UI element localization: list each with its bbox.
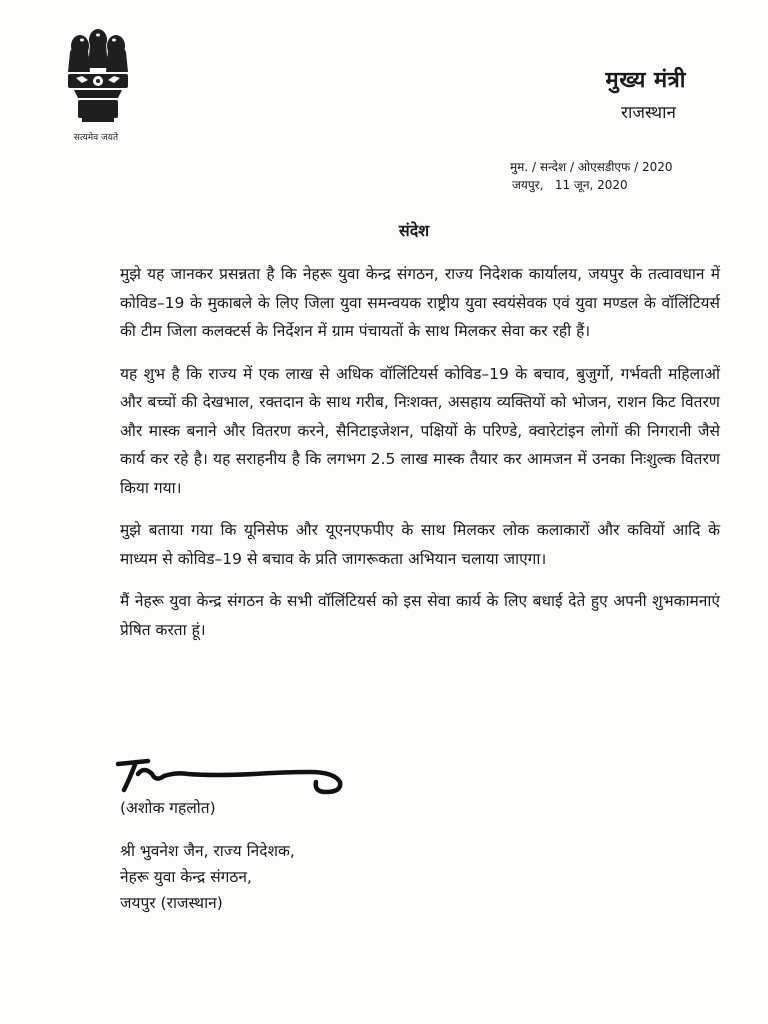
place-date: जयपुर, 11 जून, 2020 <box>512 178 628 192</box>
letter-heading: संदेश <box>398 221 430 240</box>
ashoka-lion-capital-emblem-icon <box>60 22 136 134</box>
recipient-line-2: नेहरू युवा केन्द्र संगठन, <box>120 868 252 886</box>
recipient-line-3: जयपुर (राजस्थान) <box>120 894 223 912</box>
designation-state: राजस्थान <box>621 103 676 123</box>
recipient-line-1: श्री भुवनेश जैन, राज्य निदेशक, <box>120 842 295 860</box>
signatory-name: (अशोक गहलोत) <box>120 799 216 817</box>
reference-number: मुम. / सन्देश / ओएसडीएफ / 2020 <box>510 160 673 174</box>
recipient-address <box>120 838 295 916</box>
paragraph-1: मुझे यह जानकर प्रसन्नता है कि नेहरू युवा केन्द्र संगठन, राज्य निदेशक कार्यालय, जयपुर के तत्वावधान में कोविड–19 के मुकाबले के लिए जिला युवा समन्वयक राष्ट्रीय युवा स्वयंसेवक एवं युवा मण्डल के वॉलिंटियर्स की टीम जिला कलक्टर्स के निर्देशन में ग्राम पंचायतों के साथ मिलकर सेवा कर रही हैं। <box>120 265 720 340</box>
letterhead-designation <box>606 64 686 123</box>
paragraph-4: मैं नेहरू युवा केन्द्र संगठन के सभी वॉलिंटियर्स को इस सेवा कार्य के लिए बधाई देते हुए अपनी शुभकामनाएं प्रेषित करता हूं। <box>120 592 720 639</box>
letter-body <box>120 260 720 658</box>
handwritten-signature-icon <box>114 752 354 802</box>
national-motto: सत्यमेव जयते <box>73 133 119 143</box>
paragraph-2: यह शुभ है कि राज्य में एक लाख से अधिक वॉलिंटियर्स कोविड–19 के बचाव, बुजुर्गो, गर्भवती महिलाओं और बच्चों की देखभाल, रक्तदान के साथ गरीब, निःशक्त, असहाय व्यक्तियों को भोजन, राशन किट वितरण और मास्क बनाने और वितरण करने, सैनिटाइजेशन, पक्षियों के परिण्डे, क्वारेटांइन लोगों की निगरानी जैसे कार्य कर रहे है। यह सराहनीय है कि लगभग 2.5 लाख मास्क तैयार कर आमजन में उनका निःशुल्क वितरण किया गया। <box>120 364 720 497</box>
reference-block <box>510 158 673 194</box>
designation-title: मुख्य मंत्री <box>605 68 686 93</box>
paragraph-3: मुझे बताया गया कि यूनिसेफ और यूएनएफपीए के साथ मिलकर लोक कलाकारों और कवियों आदि के माध्यम से कोविड–19 से बचाव के प्रति जागरूकता अभियान चलाया जाएगा। <box>120 521 720 568</box>
